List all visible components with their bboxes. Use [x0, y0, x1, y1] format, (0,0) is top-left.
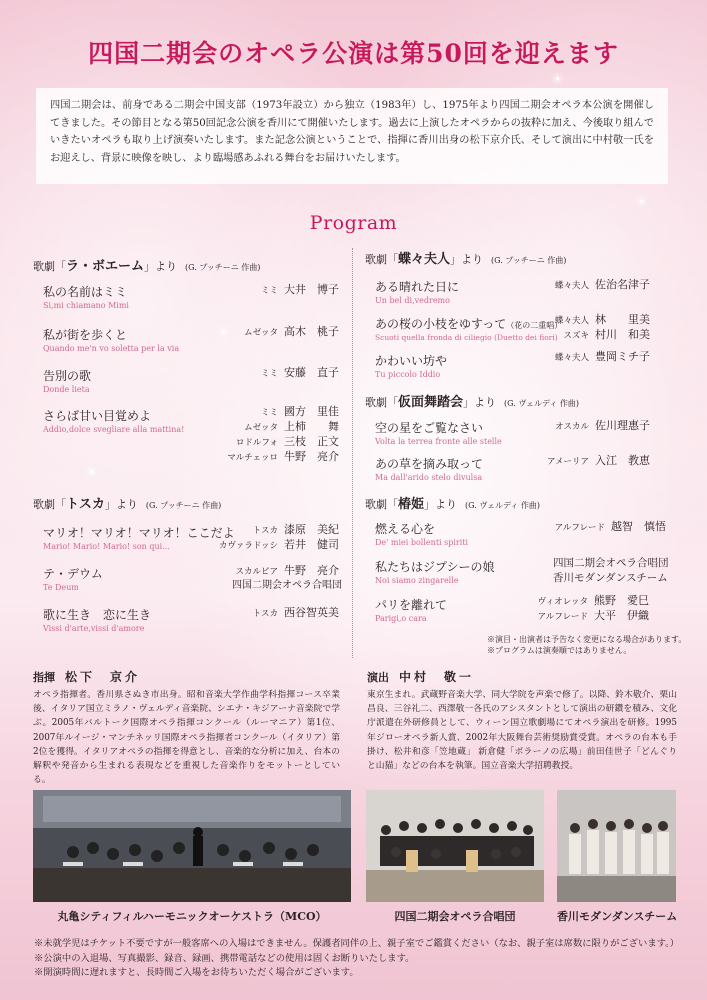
- performer: 三枝 正文: [284, 435, 339, 448]
- song-italian-title: Tu piccolo Iddio: [375, 370, 441, 379]
- role: ミミ: [260, 369, 278, 379]
- performer: 林 里美: [595, 313, 650, 326]
- opera-heading-tosca: [33, 493, 221, 512]
- performer: 四国二期会オペラ合唱団: [553, 557, 669, 569]
- program-heading: Program: [309, 212, 398, 234]
- song-title: テ・デウム: [43, 567, 103, 581]
- song-title: ある晴れた日に: [375, 280, 460, 294]
- performer: 佐川理惠子: [595, 419, 650, 432]
- role: ロドルフォ: [235, 438, 278, 448]
- role: トスカ: [252, 609, 278, 619]
- song-item: [375, 594, 447, 623]
- conductor-label: 指揮: [33, 671, 55, 684]
- role: アルフレード: [554, 523, 605, 533]
- conductor-name: 松下 京介: [65, 670, 141, 684]
- composer: (G. ヴェルディ 作曲): [465, 501, 541, 510]
- cast: [230, 283, 342, 298]
- song-italian-title: Parigi,o cara: [375, 614, 427, 623]
- song-item: [43, 522, 235, 551]
- song-italian-title: Un bel di,vedremo: [375, 296, 450, 305]
- role: 蝶々夫人: [554, 316, 589, 326]
- composer: (G. ヴェルディ 作曲): [504, 399, 580, 408]
- opera-suffix: 」より: [144, 260, 178, 273]
- cast: [545, 278, 657, 293]
- opera-prefix: 歌劇「: [365, 498, 398, 511]
- song-title-suffix: （花の二重唱）: [506, 321, 563, 330]
- song-italian-title: Quando me'n vo soletta per la via: [43, 344, 180, 353]
- dance-photo: [557, 790, 676, 902]
- role: カヴァラドッシ: [218, 541, 278, 551]
- composer: (G. プッチーニ 作曲): [185, 263, 261, 272]
- cast: [545, 350, 657, 365]
- cast: [210, 523, 342, 553]
- performer: 佐治名津子: [595, 278, 650, 291]
- conductor-bio: オペラ指揮者。香川県さぬき市出身。昭和音楽大学作曲学科指揮コース卒業後、イタリア国立ミラノ・ヴェルディ音楽院、シエナ・キジアーナ音楽院で学ぶ。2005年バルトーク国際オペラ指揮コンクール（ルーマニア）第1位、2007年ルイージ・マンチネッリ国際オペラ指揮者コンクール（イタリア）第2位を獲得。イタリアオペラの指揮を得意とし、音楽的な分析に加え、台本の解釈や発音から生まれる表現などを重視した音楽作りをモットーとしている。: [33, 690, 340, 786]
- director-name: 中村 敬一: [399, 670, 475, 684]
- song-title: さらば甘い目覚めよ: [43, 409, 152, 423]
- opera-prefix: 歌劇「: [365, 253, 398, 266]
- song-italian-title: Donde lieta: [43, 385, 90, 394]
- song-item: [43, 405, 184, 434]
- role: マルチェッロ: [227, 453, 278, 463]
- song-italian-title: De' miei bollenti spiriti: [375, 538, 469, 547]
- role: アメーリア: [547, 457, 589, 467]
- program-note: ※演目・出演者は予告なく変更になる場合があります。: [487, 635, 687, 644]
- song-italian-title: Mario! Mario! Mario! son qui...: [43, 542, 170, 551]
- cast: [210, 606, 348, 621]
- song-title: 歌に生き 恋に生き: [43, 608, 152, 622]
- song-title-main: あの桜の小枝をゆすって: [375, 317, 507, 331]
- song-title: [375, 317, 562, 331]
- performer: 豊岡ミチ子: [595, 350, 650, 363]
- composer: (G. プッチーニ 作曲): [145, 501, 222, 510]
- performer: 高木 桃子: [284, 325, 339, 338]
- opera-name: ラ・ボエーム: [66, 259, 145, 274]
- cast: [210, 405, 342, 465]
- song-italian-title: Addio,dolce svegliare alla mattina!: [43, 425, 185, 434]
- role: ミミ: [260, 408, 278, 418]
- song-title: マリオ！マリオ！マリオ！ここだよ: [43, 526, 235, 540]
- sparkle: [90, 470, 93, 473]
- cast: [553, 556, 669, 586]
- cast: [535, 454, 657, 469]
- cast: [545, 419, 657, 434]
- song-item: [43, 324, 179, 353]
- opera-prefix: 歌劇「: [365, 396, 398, 409]
- opera-heading-butterfly: [365, 248, 566, 267]
- director-bio: 東京生まれ。武蔵野音楽大学、同大学院を声楽で修了。以降、鈴木敬介、栗山昌良、三谷礼二、西澤敬一各氏のアシスタントとして演出の研鑽を積み、文化庁派遣在外研修員として、ウィーン国立歌劇場にてオペラ演出を研修。1995年ジローオペラ新人賞、2002年大阪舞台芸術奨励賞受賞。オペラの台本も手掛け、松井和彦「笠地蔵」 新倉健「ボラーノの広場」前田佳世子「どんぐりと山猫」などの台本を執筆。国立音楽大学招聘教授。: [367, 690, 677, 772]
- footer-notes: [34, 937, 684, 981]
- performer: 若井 健司: [284, 538, 339, 551]
- song-title: かわいい坊や: [375, 354, 448, 368]
- page-title: 四国二期会のオペラ公演は第50回を迎えます: [88, 39, 619, 68]
- song-italian-title: Scuoti quella fronda di ciliegio (Duetto dei fiori): [375, 333, 558, 342]
- song-title: あの草を摘み取って: [375, 457, 484, 471]
- director-heading: [367, 668, 474, 685]
- performer: 入江 教恵: [595, 454, 650, 467]
- song-item: [43, 604, 151, 633]
- song-item: [375, 556, 495, 585]
- role: ムゼッタ: [244, 423, 278, 433]
- cast: [520, 594, 652, 624]
- role: アルフレード: [537, 612, 588, 622]
- performer: 安藤 直子: [284, 366, 339, 379]
- performer: 國方 里佳: [284, 405, 339, 418]
- role: ヴィオレッタ: [537, 597, 588, 607]
- performer: 熊野 愛巳: [594, 594, 649, 607]
- dance-caption: 香川モダンダンスチーム: [557, 910, 678, 923]
- role: 蝶々夫人: [554, 353, 589, 363]
- song-item: [43, 563, 103, 592]
- cast: [230, 366, 342, 381]
- song-italian-title: Ma dall'arido stelo divulsa: [375, 473, 483, 482]
- song-italian-title: Si,mi chiamano Mimi: [43, 301, 129, 310]
- orchestra-illustration: [33, 790, 351, 902]
- opera-name: 蝶々夫人: [398, 252, 451, 267]
- sparkle: [222, 330, 225, 333]
- choir-caption: 四国二期会オペラ合唱団: [394, 910, 516, 923]
- performer: 四国二期会オペラ合唱団: [232, 580, 342, 591]
- program-note: ※プログラムは演奏順ではありません。: [487, 646, 632, 655]
- song-item: [375, 276, 459, 305]
- opera-suffix: 」より: [463, 396, 497, 409]
- opera-heading-traviata: [365, 493, 540, 512]
- opera-prefix: 歌劇「: [33, 260, 66, 273]
- footer-note: ※開演時間に遅れますと、長時間ご入場をお待ちいただく場合がございます。: [34, 967, 359, 978]
- cast: [535, 520, 669, 535]
- role: ムゼッタ: [244, 328, 278, 338]
- song-italian-title: Noi siamo zingarelle: [375, 576, 459, 585]
- performer: 村川 和美: [595, 328, 650, 341]
- choir-illustration: [366, 790, 544, 902]
- footer-note: ※未就学児はチケット不要ですが一般客席への入場はできません。保護者同伴の上、親子室でご鑑賞ください（なお、親子室は席数に限りがございます。）: [34, 938, 680, 949]
- composer: (G. プッチーニ 作曲): [491, 256, 567, 265]
- song-title: 私たちはジプシーの娘: [375, 560, 495, 574]
- song-title: 私が街を歩くと: [43, 328, 128, 342]
- performer: 上柿 舞: [284, 420, 339, 433]
- role: ミミ: [260, 286, 278, 296]
- opera-heading-ballo: [365, 391, 579, 410]
- performer: 牛野 亮介: [284, 564, 339, 577]
- opera-suffix: 」より: [424, 498, 458, 511]
- opera-name: トスカ: [66, 497, 105, 512]
- performer: 牛野 亮介: [284, 450, 339, 463]
- performer: 香川モダンダンスチーム: [553, 572, 668, 584]
- performer: 越智 慎悟: [611, 520, 666, 533]
- sparkle: [556, 77, 559, 80]
- choir-photo: [366, 790, 544, 902]
- dance-illustration: [557, 790, 676, 902]
- song-title: 燃える心を: [375, 522, 436, 536]
- performer: 大平 伊織: [594, 609, 649, 622]
- performer: 漆原 美紀: [284, 523, 339, 536]
- song-title: 空の星をご覧なさい: [375, 421, 484, 435]
- cast: [210, 564, 342, 592]
- sparkle: [640, 200, 643, 203]
- role: オスカル: [555, 422, 589, 432]
- song-italian-title: Vissi d'arte,vissi d'amore: [43, 624, 145, 633]
- conductor-heading: [33, 668, 140, 685]
- opera-suffix: 」より: [450, 253, 484, 266]
- opera-heading-boheme: [33, 255, 260, 274]
- song-italian-title: Volta la terrea fronte alle stelle: [375, 437, 502, 446]
- role: スカルピア: [235, 567, 278, 577]
- song-italian-title: Te Deum: [43, 583, 79, 592]
- song-item: [375, 350, 447, 379]
- performer: 西谷智英美: [284, 606, 339, 619]
- footer-note: ※公演中の入退場、写真撮影、録音、録画、携帯電話などの使用は固くお断りいたします。: [34, 952, 415, 964]
- song-title: 私の名前はミミ: [43, 285, 128, 299]
- opera-name: 仮面舞踏会: [398, 395, 464, 410]
- song-title: 告別の歌: [43, 369, 92, 383]
- song-item: [375, 313, 562, 342]
- song-item: [375, 453, 483, 482]
- program-notes: [487, 634, 686, 656]
- song-item: [375, 417, 502, 446]
- performer: 大井 博子: [284, 283, 339, 296]
- orchestra-caption: 丸亀シティフィルハーモニックオーケストラ（MCO）: [57, 910, 327, 923]
- opera-name: 椿姫: [398, 497, 425, 512]
- role: スズキ: [563, 331, 589, 341]
- orchestra-photo: [33, 790, 351, 902]
- intro-text: 四国二期会は、前身である二期会中国支部（1973年設立）から独立（1983年）し、1975年より四国二期会オペラ本公演を開催してきました。その節目となる第50回記念公演を香川にて開催いたします。過去に上演したオペラからの抜粋に加え、今後取り組んでいきたいオペラも取り上げ演奏いたします。また記念公演ということで、指揮に香川出身の松下京介氏、そして演出に中村敬一氏をお迎えし、背景に映像を映し、より臨場感あふれる舞台をお届けいたします。: [36, 88, 668, 184]
- opera-prefix: 歌劇「: [33, 498, 66, 511]
- role: トスカ: [252, 526, 278, 536]
- director-label: 演出: [367, 671, 389, 684]
- column-divider: [352, 248, 353, 658]
- cast: [545, 313, 657, 343]
- song-item: [43, 281, 129, 310]
- opera-suffix: 」より: [104, 498, 138, 511]
- song-title: パリを離れて: [375, 598, 448, 612]
- cast: [230, 325, 342, 340]
- role: 蝶々夫人: [554, 281, 589, 291]
- song-item: [375, 518, 468, 547]
- song-item: [43, 365, 91, 394]
